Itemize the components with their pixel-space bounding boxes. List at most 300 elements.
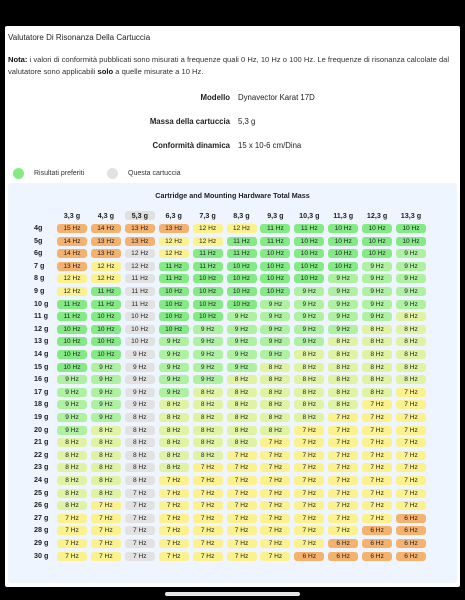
table-cell: 10 Hz — [260, 249, 290, 258]
table-cell: 9 Hz — [260, 350, 290, 359]
table-cell: 8 Hz — [396, 363, 426, 372]
table-cell: 9 Hz — [396, 249, 426, 258]
table-cell: 8 Hz — [57, 501, 87, 510]
table-cell: 9 Hz — [294, 337, 324, 346]
table-cell: 7 Hz — [294, 426, 324, 435]
table-cell: 7 Hz — [125, 501, 155, 510]
table-cell: 7 Hz — [57, 539, 87, 548]
table-cell: 8 Hz — [91, 438, 121, 447]
table-cell: 7 Hz — [125, 552, 155, 561]
table-cell: 10 Hz — [260, 262, 290, 271]
table-cell: 10 Hz — [91, 350, 121, 359]
table-cell: 7 Hz — [125, 539, 155, 548]
table-cell: 8 Hz — [125, 463, 155, 472]
table-cell: 8 Hz — [362, 325, 392, 334]
table-cell: 8 Hz — [159, 413, 189, 422]
table-cell: 7 Hz — [193, 552, 223, 561]
table-cell: 10 Hz — [396, 237, 426, 246]
table-cell: 8 Hz — [260, 388, 290, 397]
table-cell: 8 Hz — [396, 325, 426, 334]
table-cell: 7 Hz — [193, 526, 223, 535]
table-cell: 8 Hz — [362, 363, 392, 372]
table-cell: 8 Hz — [193, 426, 223, 435]
table-cell: 7 Hz — [396, 388, 426, 397]
row-label: 12 g — [34, 323, 49, 333]
column-header: 7,3 g — [199, 211, 216, 220]
massa-label: Massa della cartuccia — [149, 117, 230, 126]
table-cell: 10 Hz — [396, 224, 426, 233]
table-cell: 7 Hz — [396, 476, 426, 485]
table-cell: 9 Hz — [91, 375, 121, 384]
table-cell: 10 Hz — [159, 312, 189, 321]
table-cell: 7 Hz — [159, 552, 189, 561]
column-header: 12,3 g — [366, 211, 388, 220]
table-cell: 9 Hz — [57, 400, 87, 409]
row-label: 14 g — [34, 349, 49, 358]
table-cell: 8 Hz — [57, 463, 87, 472]
table-cell: 9 Hz — [328, 300, 358, 309]
table-cell: 7 Hz — [57, 526, 87, 535]
table-cell: 7 Hz — [260, 526, 290, 535]
table-cell: 8 Hz — [125, 426, 155, 435]
table-cell: 8 Hz — [159, 400, 189, 409]
table-cell: 8 Hz — [227, 426, 257, 435]
column-header: 5,3 g — [125, 211, 155, 220]
table-cell: 10 Hz — [362, 224, 392, 233]
table-cell: 8 Hz — [362, 375, 392, 384]
table-cell: 11 Hz — [159, 274, 189, 283]
table-cell: 7 Hz — [159, 501, 189, 510]
table-cell: 8 Hz — [159, 426, 189, 435]
table-cell: 7 Hz — [396, 413, 426, 422]
table-cell: 7 Hz — [193, 514, 223, 523]
note-label: Nota: — [8, 55, 28, 64]
table-cell: 8 Hz — [125, 451, 155, 460]
table-cell: 10 Hz — [328, 262, 358, 271]
table-cell: 9 Hz — [328, 325, 358, 334]
table-cell: 11 Hz — [260, 224, 290, 233]
table-cell: 12 Hz — [91, 262, 121, 271]
table-cell: 8 Hz — [227, 438, 257, 447]
this-cartridge-dot-icon — [107, 168, 118, 179]
row-label: 21 g — [34, 437, 49, 447]
table-cell: 7 Hz — [362, 514, 392, 523]
row-label: 16 g — [34, 374, 49, 384]
table-cell: 9 Hz — [396, 300, 426, 309]
table-cell: 8 Hz — [294, 413, 324, 422]
table-cell: 8 Hz — [328, 400, 358, 409]
modello-value: Dynavector Karat 17D — [238, 93, 315, 102]
page-title: Valutatore Di Risonanza Della Cartuccia — [8, 33, 151, 42]
table-cell: 11 Hz — [193, 262, 223, 271]
table-cell: 9 Hz — [328, 287, 358, 296]
table-cell: 9 Hz — [125, 375, 155, 384]
table-cell: 7 Hz — [57, 552, 87, 561]
note-text-1: i valori di conformità pubblicati sono misurati a frequenze quali 0 Hz, 10 Hz o 100 Hz. Le frequenze di risonanza calcolate dal valutatore sono applicabili — [8, 55, 450, 76]
row-label: 9 g — [34, 286, 45, 295]
table-cell: 10 Hz — [362, 237, 392, 246]
table-cell: 7 Hz — [362, 489, 392, 498]
table-cell: 8 Hz — [362, 350, 392, 359]
table-cell: 9 Hz — [396, 274, 426, 283]
table-cell: 8 Hz — [91, 451, 121, 460]
table-cell: 10 Hz — [125, 325, 155, 334]
resonance-table — [8, 183, 457, 583]
table-cell: 9 Hz — [227, 350, 257, 359]
table-cell: 8 Hz — [260, 413, 290, 422]
row-label: 30 g — [34, 550, 49, 560]
table-cell: 7 Hz — [294, 463, 324, 472]
row-label: 27 g — [34, 512, 49, 522]
table-cell: 7 Hz — [193, 539, 223, 548]
table-cell: 9 Hz — [260, 312, 290, 321]
table-cell: 6 Hz — [328, 552, 358, 561]
table-cell: 9 Hz — [362, 287, 392, 296]
table-cell: 7 Hz — [227, 501, 257, 510]
home-indicator — [165, 592, 300, 596]
row-label: 13 g — [34, 336, 49, 346]
table-cell: 8 Hz — [328, 363, 358, 372]
table-cell: 8 Hz — [362, 388, 392, 397]
table-cell: 9 Hz — [193, 375, 223, 384]
table-cell: 9 Hz — [125, 363, 155, 372]
table-cell: 8 Hz — [193, 438, 223, 447]
table-cell: 7 Hz — [159, 514, 189, 523]
table-cell: 13 Hz — [57, 262, 87, 271]
table-cell: 9 Hz — [260, 325, 290, 334]
table-cell: 10 Hz — [57, 325, 87, 334]
table-cell: 8 Hz — [328, 375, 358, 384]
table-cell: 10 Hz — [159, 287, 189, 296]
table-cell: 8 Hz — [328, 388, 358, 397]
table-cell: 10 Hz — [294, 249, 324, 258]
table-cell: 8 Hz — [260, 400, 290, 409]
table-cell: 11 Hz — [57, 312, 87, 321]
row-label: 6g — [34, 248, 43, 258]
modello-label: Modello — [200, 93, 230, 102]
table-cell: 9 Hz — [159, 350, 189, 359]
table-cell: 7 Hz — [227, 526, 257, 535]
table-cell: 7 Hz — [260, 514, 290, 523]
table-cell: 7 Hz — [362, 451, 392, 460]
table-cell: 8 Hz — [91, 476, 121, 485]
table-cell: 8 Hz — [260, 426, 290, 435]
table-cell: 9 Hz — [294, 287, 324, 296]
table-cell: 8 Hz — [294, 363, 324, 372]
table-cell: 7 Hz — [362, 438, 392, 447]
table-cell: 9 Hz — [57, 413, 87, 422]
column-header: 10,3 g — [299, 211, 320, 220]
table-cell: 8 Hz — [227, 375, 257, 384]
table-cell: 9 Hz — [159, 388, 189, 397]
note-text-2: a quelle misurate a 10 Hz. — [113, 67, 204, 76]
table-cell: 9 Hz — [260, 337, 290, 346]
table-cell: 7 Hz — [91, 514, 121, 523]
table-cell: 7 Hz — [159, 476, 189, 485]
table-cell: 8 Hz — [294, 388, 324, 397]
table-cell: 7 Hz — [260, 539, 290, 548]
table-cell: 7 Hz — [328, 426, 358, 435]
table-cell: 8 Hz — [159, 463, 189, 472]
table-cell: 10 Hz — [260, 274, 290, 283]
legend-this-cartridge — [107, 168, 181, 179]
row-label: 4g — [34, 223, 43, 232]
table-cell: 10 Hz — [125, 337, 155, 346]
table-cell: 8 Hz — [260, 363, 290, 372]
table-cell: 11 Hz — [260, 237, 290, 246]
table-cell: 10 Hz — [294, 274, 324, 283]
table-cell: 7 Hz — [125, 489, 155, 498]
table-cell: 9 Hz — [227, 325, 257, 334]
legend-preferred — [13, 168, 84, 179]
table-cell: 8 Hz — [125, 413, 155, 422]
table-cell: 8 Hz — [91, 463, 121, 472]
table-cell: 7 Hz — [91, 501, 121, 510]
table-cell: 7 Hz — [362, 400, 392, 409]
table-cell: 7 Hz — [328, 489, 358, 498]
table-cell: 6 Hz — [294, 552, 324, 561]
table-cell: 10 Hz — [328, 249, 358, 258]
table-cell: 10 Hz — [328, 237, 358, 246]
table-cell: 7 Hz — [91, 526, 121, 535]
table-cell: 7 Hz — [362, 476, 392, 485]
row-label: 25 g — [34, 487, 49, 497]
table-cell: 9 Hz — [328, 312, 358, 321]
table-cell: 7 Hz — [260, 463, 290, 472]
table-cell: 10 Hz — [294, 237, 324, 246]
table-cell: 9 Hz — [91, 363, 121, 372]
table-cell: 10 Hz — [294, 262, 324, 271]
table-cell: 7 Hz — [159, 489, 189, 498]
table-cell: 13 Hz — [125, 224, 155, 233]
table-cell: 8 Hz — [125, 438, 155, 447]
legend-preferred-label: Risultati preferiti — [34, 170, 85, 177]
table-cell: 12 Hz — [125, 262, 155, 271]
table-cell: 9 Hz — [159, 363, 189, 372]
table-cell: 7 Hz — [362, 463, 392, 472]
table-cell: 9 Hz — [193, 337, 223, 346]
column-header: 13,3 g — [400, 211, 422, 220]
table-cell: 11 Hz — [159, 262, 189, 271]
table-cell: 9 Hz — [396, 287, 426, 296]
table-cell: 7 Hz — [328, 514, 358, 523]
legend-this-label: Questa cartuccia — [128, 170, 181, 177]
table-cell: 7 Hz — [396, 426, 426, 435]
table-cell: 8 Hz — [260, 375, 290, 384]
table-cell: 10 Hz — [91, 337, 121, 346]
table-cell: 7 Hz — [57, 514, 87, 523]
table-cell: 6 Hz — [396, 552, 426, 561]
table-cell: 6 Hz — [362, 539, 392, 548]
table-cell: 7 Hz — [260, 476, 290, 485]
table-cell: 8 Hz — [294, 400, 324, 409]
table-cell: 10 Hz — [91, 312, 121, 321]
row-label: 10 g — [34, 298, 49, 308]
table-cell: 9 Hz — [227, 337, 257, 346]
table-cell: 6 Hz — [328, 539, 358, 548]
table-cell: 9 Hz — [159, 337, 189, 346]
table-cell: 7 Hz — [227, 539, 257, 548]
table-cell: 7 Hz — [362, 413, 392, 422]
row-label: 17 g — [34, 386, 49, 396]
table-cell: 6 Hz — [396, 539, 426, 548]
table-cell: 9 Hz — [362, 262, 392, 271]
row-label: 24 g — [34, 475, 49, 484]
table-cell: 9 Hz — [328, 274, 358, 283]
table-cell: 7 Hz — [227, 476, 257, 485]
table-cell: 7 Hz — [227, 489, 257, 498]
table-cell: 7 Hz — [260, 451, 290, 460]
column-header: 6,3 g — [165, 211, 182, 220]
table-cell: 7 Hz — [294, 489, 324, 498]
table-cell: 7 Hz — [328, 413, 358, 422]
table-cell: 11 Hz — [125, 287, 155, 296]
row-label: 5g — [34, 235, 43, 245]
table-cell: 10 Hz — [227, 274, 257, 283]
table-cell: 9 Hz — [193, 350, 223, 359]
table-cell: 12 Hz — [57, 287, 87, 296]
table-cell: 7 Hz — [193, 476, 223, 485]
table-cell: 8 Hz — [396, 337, 426, 346]
table-cell: 8 Hz — [328, 350, 358, 359]
table-cell: 9 Hz — [193, 325, 223, 334]
table-cell: 9 Hz — [362, 312, 392, 321]
table-cell: 6 Hz — [362, 552, 392, 561]
table-cell: 11 Hz — [91, 300, 121, 309]
table-cell: 8 Hz — [125, 476, 155, 485]
row-label: 28 g — [34, 525, 49, 535]
table-cell: 9 Hz — [91, 400, 121, 409]
table-cell: 10 Hz — [57, 350, 87, 359]
note — [8, 54, 456, 78]
table-cell: 9 Hz — [227, 312, 257, 321]
table-cell: 14 Hz — [57, 249, 87, 258]
table-cell: 8 Hz — [328, 337, 358, 346]
table-cell: 13 Hz — [91, 249, 121, 258]
table-cell: 9 Hz — [396, 262, 426, 271]
table-cell: 7 Hz — [396, 438, 426, 447]
table-cell: 8 Hz — [91, 489, 121, 498]
table-cell: 8 Hz — [227, 400, 257, 409]
table-cell: 11 Hz — [57, 300, 87, 309]
table-cell: 7 Hz — [328, 463, 358, 472]
table-cell: 7 Hz — [294, 438, 324, 447]
table-cell: 14 Hz — [91, 224, 121, 233]
table-cell: 7 Hz — [294, 514, 324, 523]
table-cell: 7 Hz — [227, 552, 257, 561]
table-cell: 7 Hz — [159, 526, 189, 535]
table-cell: 10 Hz — [57, 363, 87, 372]
table-cell: 7 Hz — [362, 501, 392, 510]
table-cell: 6 Hz — [396, 526, 426, 535]
table-cell: 7 Hz — [227, 463, 257, 472]
table-cell: 12 Hz — [193, 224, 223, 233]
table-cell: 7 Hz — [328, 451, 358, 460]
table-cell: 10 Hz — [57, 337, 87, 346]
table-cell: 11 Hz — [227, 249, 257, 258]
table-cell: 12 Hz — [125, 249, 155, 258]
table-cell: 6 Hz — [362, 526, 392, 535]
table-cell: 7 Hz — [193, 463, 223, 472]
column-header: 4,3 g — [97, 211, 115, 220]
table-cell: 13 Hz — [159, 224, 189, 233]
table-cell: 8 Hz — [362, 337, 392, 346]
row-label: 18 g — [34, 399, 49, 409]
table-cell: 7 Hz — [328, 438, 358, 447]
table-cell: 9 Hz — [57, 375, 87, 384]
table-cell: 15 Hz — [57, 224, 87, 233]
table-cell: 10 Hz — [227, 287, 257, 296]
table-cell: 9 Hz — [362, 300, 392, 309]
row-label: 29 g — [34, 538, 49, 547]
table-cell: 9 Hz — [260, 300, 290, 309]
table-cell: 10 Hz — [91, 325, 121, 334]
row-label: 26 g — [34, 500, 49, 510]
table-cell: 12 Hz — [57, 274, 87, 283]
table-cell: 14 Hz — [57, 237, 87, 246]
table-cell: 8 Hz — [193, 388, 223, 397]
table-cell: 9 Hz — [294, 325, 324, 334]
table-cell: 12 Hz — [159, 237, 189, 246]
table-cell: 12 Hz — [91, 274, 121, 283]
table-cell: 11 Hz — [227, 237, 257, 246]
page — [5, 26, 460, 587]
table-cell: 8 Hz — [227, 413, 257, 422]
table-cell: 13 Hz — [91, 237, 121, 246]
table-cell: 7 Hz — [125, 526, 155, 535]
table-cell: 10 Hz — [328, 224, 358, 233]
conformita-label: Conformità dinamica — [152, 141, 230, 150]
table-cell: 9 Hz — [125, 388, 155, 397]
table-cell: 12 Hz — [193, 237, 223, 246]
table-cell: 8 Hz — [396, 312, 426, 321]
table-cell: 7 Hz — [227, 514, 257, 523]
table-cell: 7 Hz — [260, 501, 290, 510]
table-cell: 9 Hz — [294, 300, 324, 309]
table-cell: 10 Hz — [227, 262, 257, 271]
table-cell: 8 Hz — [227, 388, 257, 397]
preferred-dot-icon — [13, 168, 24, 179]
table-cell: 8 Hz — [294, 375, 324, 384]
table-cell: 8 Hz — [159, 438, 189, 447]
table-cell: 7 Hz — [260, 438, 290, 447]
table-cell: 9 Hz — [57, 388, 87, 397]
table-cell: 7 Hz — [260, 552, 290, 561]
table-cell: 9 Hz — [159, 375, 189, 384]
table-cell: 7 Hz — [362, 426, 392, 435]
table-cell: 7 Hz — [396, 451, 426, 460]
table-cell: 9 Hz — [91, 388, 121, 397]
table-cell: 7 Hz — [328, 501, 358, 510]
table-cell: 7 Hz — [125, 514, 155, 523]
table-cell: 7 Hz — [294, 526, 324, 535]
column-header: 11,3 g — [333, 211, 354, 220]
row-label: 23 g — [34, 462, 49, 472]
table-cell: 8 Hz — [193, 413, 223, 422]
table-cell: 9 Hz — [227, 363, 257, 372]
row-label: 11 g — [34, 311, 48, 321]
table-cell: 10 Hz — [193, 312, 223, 321]
table-cell: 8 Hz — [193, 400, 223, 409]
table-cell: 10 Hz — [260, 287, 290, 296]
table-cell: 7 Hz — [328, 476, 358, 485]
table-cell: 9 Hz — [125, 400, 155, 409]
table-cell: 8 Hz — [91, 426, 121, 435]
table-cell: 7 Hz — [328, 526, 358, 535]
table-cell: 8 Hz — [57, 489, 87, 498]
table-cell: 10 Hz — [227, 300, 257, 309]
table-cell: 7 Hz — [396, 501, 426, 510]
